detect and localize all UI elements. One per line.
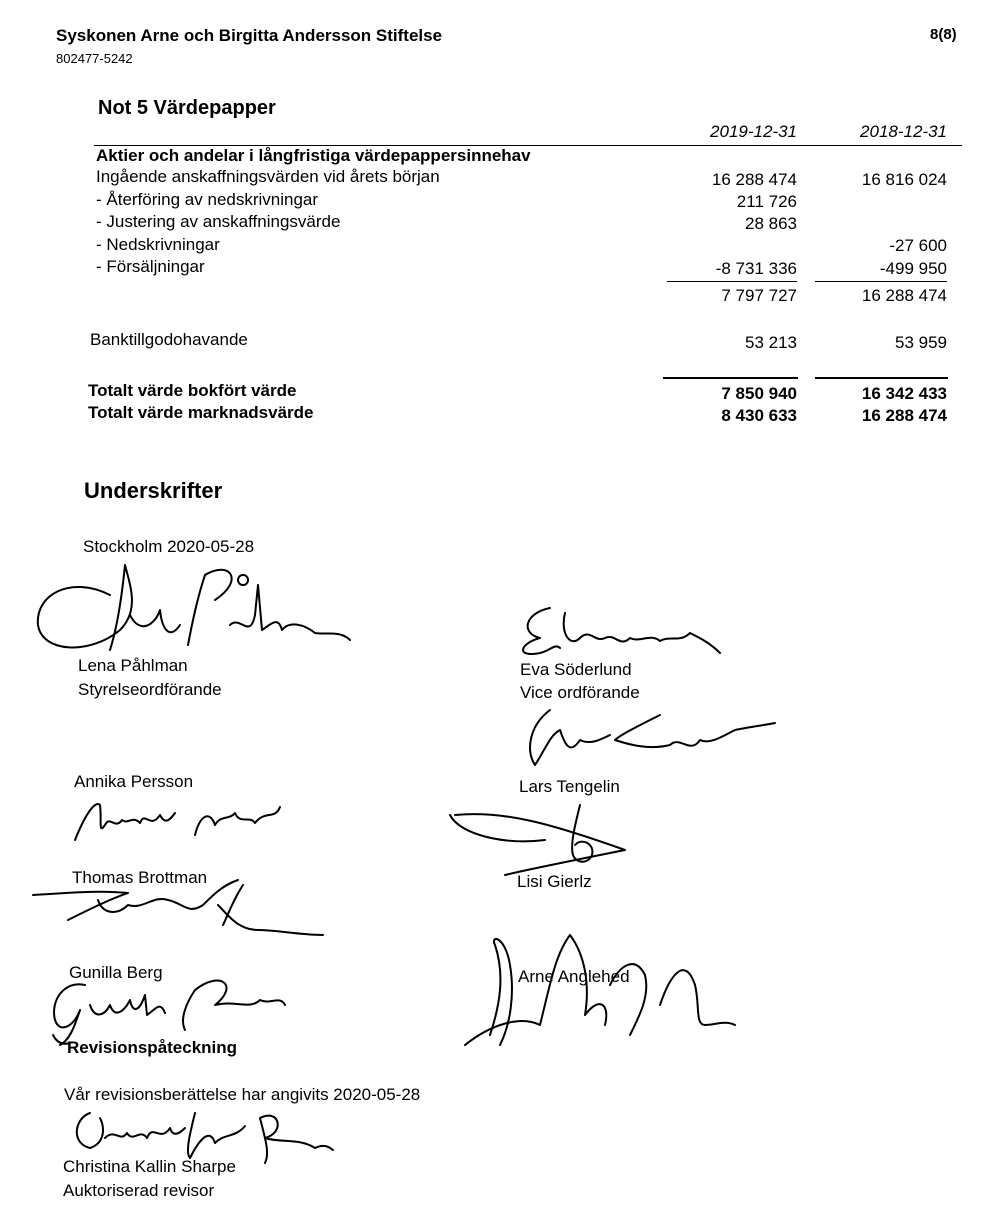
total-label: Totalt värde marknadsvärde bbox=[88, 403, 314, 422]
column-header-2019: 2019-12-31 bbox=[710, 122, 797, 141]
row-value-2019: 16 288 474 bbox=[711, 170, 797, 189]
subtotal-value-2019: 7 797 727 bbox=[721, 286, 797, 305]
signer-role: Styrelseordförande bbox=[78, 680, 222, 699]
signature-thomas-brottman bbox=[28, 875, 328, 940]
subtotal-value-2018: 16 288 474 bbox=[861, 286, 947, 305]
signature-lars-tengelin bbox=[510, 705, 780, 775]
signer-name: Lisi Gierlz bbox=[517, 872, 592, 891]
signer-name: Gunilla Berg bbox=[69, 963, 163, 982]
total-label: Totalt värde bokfört värde bbox=[88, 381, 297, 400]
subtotal-rule-2019 bbox=[667, 281, 797, 282]
total-rule-2018 bbox=[815, 377, 948, 379]
organization-number: 802477-5242 bbox=[56, 51, 133, 66]
row-value-2019: -8 731 336 bbox=[715, 259, 797, 278]
signature-arne-anglehed bbox=[460, 925, 740, 1055]
signature-annika-persson bbox=[70, 795, 285, 845]
row-value-2019: 28 863 bbox=[745, 214, 797, 233]
bank-value-2018: 53 959 bbox=[895, 333, 947, 352]
row-label: - Nedskrivningar bbox=[96, 235, 220, 254]
auditor-name: Christina Kallin Sharpe bbox=[63, 1157, 236, 1176]
signer-name: Eva Söderlund bbox=[520, 660, 632, 679]
total-value-2018: 16 288 474 bbox=[861, 406, 947, 425]
subtotal-rule-2018 bbox=[815, 281, 947, 282]
place-date: Stockholm 2020-05-28 bbox=[83, 537, 255, 556]
section-heading: Aktier och andelar i långfristiga värdepappersinnehav bbox=[96, 146, 531, 165]
organization-name: Syskonen Arne och Birgitta Andersson Stiftelse bbox=[56, 26, 443, 45]
signatures-title: Underskrifter bbox=[84, 478, 223, 503]
total-value-2019: 7 850 940 bbox=[721, 384, 797, 403]
row-value-2018: -499 950 bbox=[879, 259, 947, 278]
auditor-role: Auktoriserad revisor bbox=[63, 1181, 215, 1200]
column-header-2018: 2018-12-31 bbox=[860, 122, 947, 141]
total-rule-2019 bbox=[663, 377, 798, 379]
page-number: 8(8) bbox=[930, 26, 957, 43]
signer-name: Annika Persson bbox=[74, 772, 194, 791]
row-label: - Försäljningar bbox=[96, 257, 205, 276]
bank-label: Banktillgodohavande bbox=[90, 330, 248, 349]
signer-role: Vice ordförande bbox=[520, 683, 640, 702]
signer-name: Arne Anglehed bbox=[518, 967, 630, 986]
row-label: - Justering av anskaffningsvärde bbox=[96, 212, 341, 231]
audit-statement: Vår revisionsberättelse har angivits 2020-05-28 bbox=[64, 1085, 421, 1104]
row-label: - Återföring av nedskrivningar bbox=[96, 190, 319, 209]
row-value-2018: -27 600 bbox=[889, 236, 947, 255]
signature-lena-pahlman bbox=[30, 555, 360, 660]
total-value-2018: 16 342 433 bbox=[861, 384, 947, 403]
total-value-2019: 8 430 633 bbox=[721, 406, 797, 425]
signer-name: Thomas Brottman bbox=[72, 868, 208, 887]
bank-value-2019: 53 213 bbox=[745, 333, 797, 352]
row-value-2019: 211 726 bbox=[736, 192, 797, 211]
row-label: Ingående anskaffningsvärden vid årets början bbox=[96, 167, 440, 186]
signer-name: Lars Tengelin bbox=[519, 777, 620, 796]
row-value-2018: 16 816 024 bbox=[861, 170, 947, 189]
signer-name: Lena Påhlman bbox=[78, 656, 188, 675]
note-title: Not 5 Värdepapper bbox=[98, 97, 276, 119]
audit-title: Revisionspåteckning bbox=[67, 1038, 238, 1057]
signature-eva-soderlund bbox=[510, 603, 725, 663]
